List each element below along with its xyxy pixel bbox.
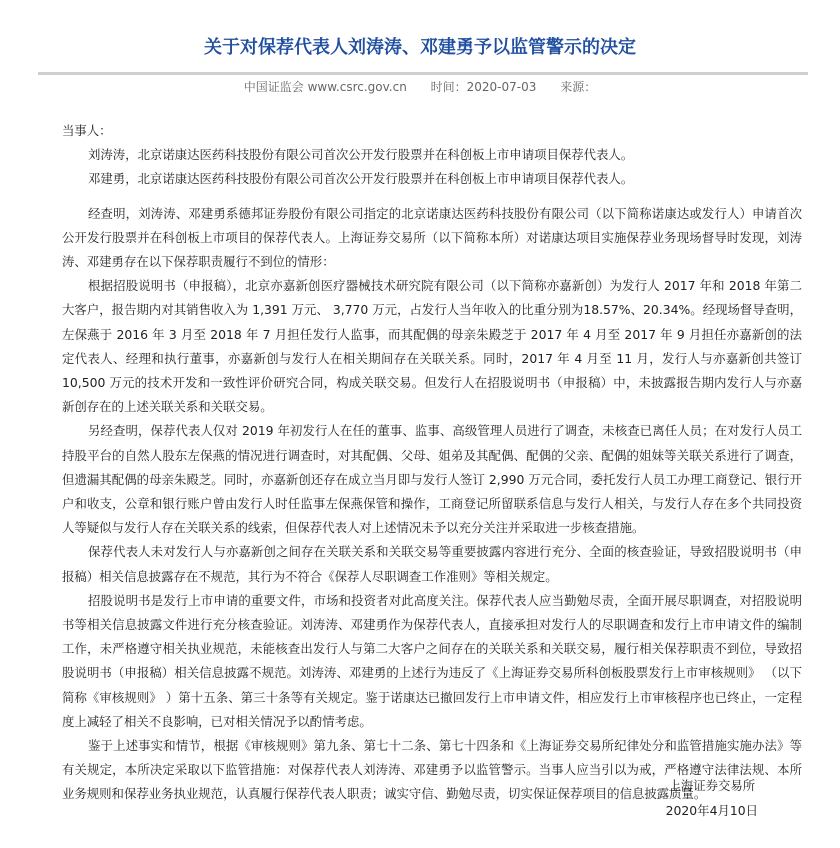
paragraph-responsibility: 招股说明书是发行上市申请的重要文件，市场和投资者对此高度关注。保荐代表人应当勤勉尽责，全面开展尽职调查，对招股说明书等相关信息披露文件进行充分核查验证。刘涛涛、邓建勇作为保荐代表人，直接承担对发行人的尽职调查和发行上市申请文件的编制工作，未严格遵守相关执业规范，未能核查出发行人与第二大客户之间存在的关联关系和关联交易，履行相关保荐职责不到位，导致招股说明书（申报稿）相关信息披露不规范。刘涛涛、邓建勇的上述行为违反了《上海证券交易所科创板股票发行上市审核规则》 （以下简称《审核规则》 ）第十五条、第三十条等有关规定。鉴于诺康达已撤回发行上市申请文件，相应发行上市审核程序也已终止，一定程度上减轻了相关不良影响，已对相关情况予以酌情考虑。 <box>62 592 802 729</box>
paragraph-related-party: 根据招股说明书（申报稿），北京亦嘉新创医疗器械技术研究院有限公司（以下简称亦嘉新创）为发行人 2017 年和 2018 年第二大客户，报告期内对其销售收入为 1,391 万元、 3,770 万元，占发行人当年收入的比重分别为18.57%、20.34%。经现场督导查明，左保燕于 2016 年 3 月至 2018 年 7 月担任发行人监事，而其配偶的母亲朱殿芝于 2017 年 4 月至 2017 年 9 月担任亦嘉新创的法定代表人、经理和执行董事，亦嘉新创与发行人在相关期间存在关联关系。同时，2017 年 4 月至 11 月，发行人与亦嘉新创共签订 10,500 万元的技术开发和一致性评价研究合同，构成关联交易。但发行人在招股说明书（申报稿）中，未披露报告期内发行人与亦嘉新创存在的上述关联关系和关联交易。 <box>62 278 802 415</box>
paragraph-findings: 经查明，刘涛涛、邓建勇系德邦证券股份有限公司指定的北京诺康达医药科技股份有限公司（以下简称诺康达或发行人）申请首次公开发行股票并在科创板上市项目的保荐代表人。上海证券交易所（以下简称本所）对诺康达项目实施保荐业务现场督导时发现，刘涛涛、邓建勇存在以下保荐职责履行不到位的情形： <box>62 205 802 270</box>
article-meta <box>0 78 840 95</box>
paragraph-decision: 鉴于上述事实和情节，根据《审核规则》第九条、第七十二条、第七十四条和《上海证券交易所纪律处分和监管措施实施办法》等有关规定，本所决定采取以下监管措施：对保荐代表人刘涛涛、邓建勇予以监管警示。当事人应当引以为戒，严格遵守法律法规、本所业务规则和保荐业务执业规范，认真履行保荐代表人职责；诚实守信、勤勉尽责，切实保证保荐项目的信息披露质量。 <box>62 738 802 802</box>
article-body <box>62 119 802 807</box>
parties-label: 当事人： <box>62 123 112 138</box>
meta-origin: 来源： <box>560 80 597 94</box>
meta-source-site: 中国证监会 www.csrc.gov.cn <box>243 80 407 94</box>
party-item: 邓建勇，北京诺康达医药科技股份有限公司首次公开发行股票并在科创板上市申请项目保荐代表人。 <box>88 171 634 187</box>
party-item: 刘涛涛，北京诺康达医药科技股份有限公司首次公开发行股票并在科创板上市申请项目保荐代表人。 <box>88 147 634 163</box>
issue-date: 2020年4月10日 <box>665 803 758 818</box>
paragraph-violation: 保荐代表人未对发行人与亦嘉新创之间存在关联关系和关联交易等重要披露内容进行充分、全面的核查验证，导致招股说明书（申报稿）相关信息披露存在不规范，其行为不符合《保荐人尽职调查工作准则》等相关规定。 <box>62 544 802 584</box>
paragraph-further-findings: 另经查明，保荐代表人仅对 2019 年初发行人在任的董事、监事、高级管理人员进行了调查，未核查已离任人员；在对发行人员工持股平台的自然人股东左保燕的情况进行调查时，对其配偶、父母、姐弟及其配偶、配偶的父亲、配偶的姐妹等关联关系进行了调查，但遗漏其配偶的母亲朱殿芝。同时，亦嘉新创还存在成立当月即与发行人签订 2,990 万元合同，委托发行人员工办理工商登记、银行开户和收支，公章和银行账户曾由发行人时任监事左保燕保管和操作，工商登记所留联系信息与发行人相关，与发行人存在多个共同投资人等疑似与发行人存在关联关系的线索，但保荐代表人对上述情况未予以充分关注并采取进一步核查措施。 <box>62 423 802 536</box>
signature-block <box>666 773 758 823</box>
issuer-name: 上海证券交易所 <box>668 778 756 793</box>
page-title: 关于对保荐代表人刘涛涛、邓建勇予以监管警示的决定 <box>204 37 636 58</box>
meta-time: 时间：2020-07-03 <box>430 80 537 94</box>
title-divider <box>38 72 808 75</box>
